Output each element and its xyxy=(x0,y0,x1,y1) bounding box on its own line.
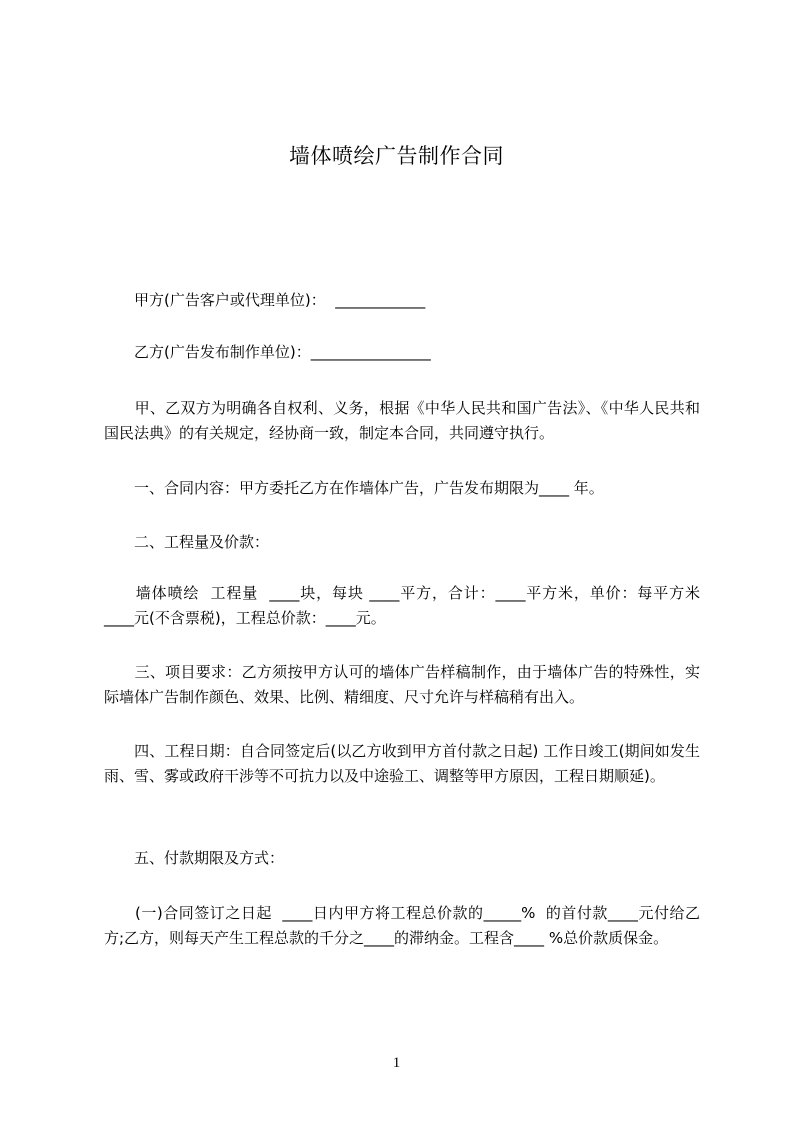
clause-quantity-detail: 墙体喷绘 工程量 ____块，每块 ____平方，合计：____平方米，单价：每平方米 ____元(不含票税)，工程总价款：____元。 xyxy=(104,584,710,627)
clause-payment-heading: 五、付款期限及方式： xyxy=(104,849,285,867)
clause-contract-content: 一、合同内容：甲方委托乙方在作墙体广告，广告发布期限为____ 年。 xyxy=(104,479,604,497)
page-title: 墙体喷绘广告制作合同 xyxy=(289,144,504,168)
clause-payment-detail: (一)合同签订之日起 ____日内甲方将工程总价款的_____% 的首付款____元付给乙方;乙方，则每天产生工程总款的千分之____的滞纳金。工程含____ %总价款质保金。 xyxy=(104,904,700,947)
clause-requirements: 三、项目要求：乙方须按甲方认可的墙体广告样稿制作，由于墙体广告的特殊性，实际墙体广告制作颜色、效果、比例、精细度、尺寸允许与样稿稍有出入。 xyxy=(104,663,700,706)
preamble-paragraph: 甲、乙双方为明确各自权利、义务，根据《中华人民共和国广告法》、《中华人民共和国民法典》的有关规定，经协商一致，制定本合同，共同遵守执行。 xyxy=(104,399,700,442)
page-number: 1 xyxy=(392,1055,401,1071)
party-a-line: 甲方(广告客户或代理单位)： ____________ xyxy=(104,291,426,309)
clause-schedule: 四、工程日期：自合同签定后(以乙方收到甲方首付款之日起) 工作日竣工(期间如发生雨、雪、雾或政府干涉等不可抗力以及中途验工、调整等甲方原因，工程日期顺延)。 xyxy=(104,742,700,785)
clause-quantity-heading: 二、工程量及价款： xyxy=(104,533,270,551)
party-b-line: 乙方(广告发布制作单位)：________________ xyxy=(104,343,431,361)
